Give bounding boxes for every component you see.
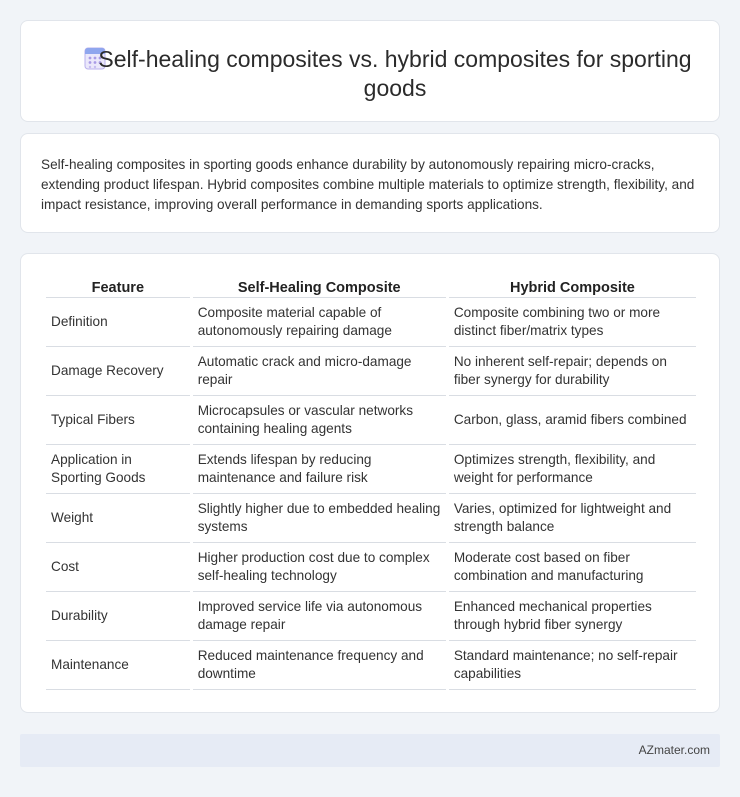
self-healing-cell: Extends lifespan by reducing maintenance and failure risk (193, 445, 446, 494)
footer-bar (20, 734, 720, 767)
feature-cell: Definition (46, 298, 190, 347)
column-header-feature: Feature (46, 276, 190, 298)
feature-cell: Typical Fibers (46, 396, 190, 445)
table-row (46, 494, 696, 543)
self-healing-cell: Automatic crack and micro-damage repair (193, 347, 446, 396)
hybrid-cell: Varies, optimized for lightweight and strength balance (449, 494, 696, 543)
hybrid-cell: Carbon, glass, aramid fibers combined (449, 396, 696, 445)
table-row (46, 592, 696, 641)
self-healing-cell: Microcapsules or vascular networks containing healing agents (193, 396, 446, 445)
hybrid-cell: Standard maintenance; no self-repair capabilities (449, 641, 696, 690)
column-header-hybrid: Hybrid Composite (449, 276, 696, 298)
feature-cell: Damage Recovery (46, 347, 190, 396)
table-row (46, 396, 696, 445)
table-header-row (46, 276, 696, 298)
title-card (20, 20, 720, 122)
hybrid-cell: Composite combining two or more distinct fiber/matrix types (449, 298, 696, 347)
feature-cell: Cost (46, 543, 190, 592)
self-healing-cell: Improved service life via autonomous damage repair (193, 592, 446, 641)
feature-cell: Application in Sporting Goods (46, 445, 190, 494)
self-healing-cell: Slightly higher due to embedded healing systems (193, 494, 446, 543)
table-row (46, 347, 696, 396)
comparison-table-card (20, 253, 720, 713)
hybrid-cell: Moderate cost based on fiber combination and manufacturing (449, 543, 696, 592)
hybrid-cell: Enhanced mechanical properties through hybrid fiber synergy (449, 592, 696, 641)
feature-cell: Durability (46, 592, 190, 641)
table-row (46, 543, 696, 592)
self-healing-cell: Higher production cost due to complex self-healing technology (193, 543, 446, 592)
feature-cell: Maintenance (46, 641, 190, 690)
table-row (46, 298, 696, 347)
hybrid-cell: Optimizes strength, flexibility, and weight for performance (449, 445, 696, 494)
summary-card (20, 133, 720, 233)
comparison-table (43, 276, 699, 690)
self-healing-cell: Composite material capable of autonomously repairing damage (193, 298, 446, 347)
footer-brand[interactable]: AZmater.com (638, 743, 710, 757)
table-row (46, 445, 696, 494)
summary-text: Self-healing composites in sporting goods enhance durability by autonomously repairing micro-cracks, extending product lifespan. Hybrid composites combine multiple materials to optimize strength, flexibility, and impact resistance, improving overall performance in demanding sports applications. (41, 157, 695, 212)
self-healing-cell: Reduced maintenance frequency and downtime (193, 641, 446, 690)
page-title: Self-healing composites vs. hybrid composites for sporting goods (98, 46, 692, 101)
feature-cell: Weight (46, 494, 190, 543)
table-row (46, 641, 696, 690)
column-header-self-healing: Self-Healing Composite (193, 276, 446, 298)
hybrid-cell: No inherent self-repair; depends on fiber synergy for durability (449, 347, 696, 396)
